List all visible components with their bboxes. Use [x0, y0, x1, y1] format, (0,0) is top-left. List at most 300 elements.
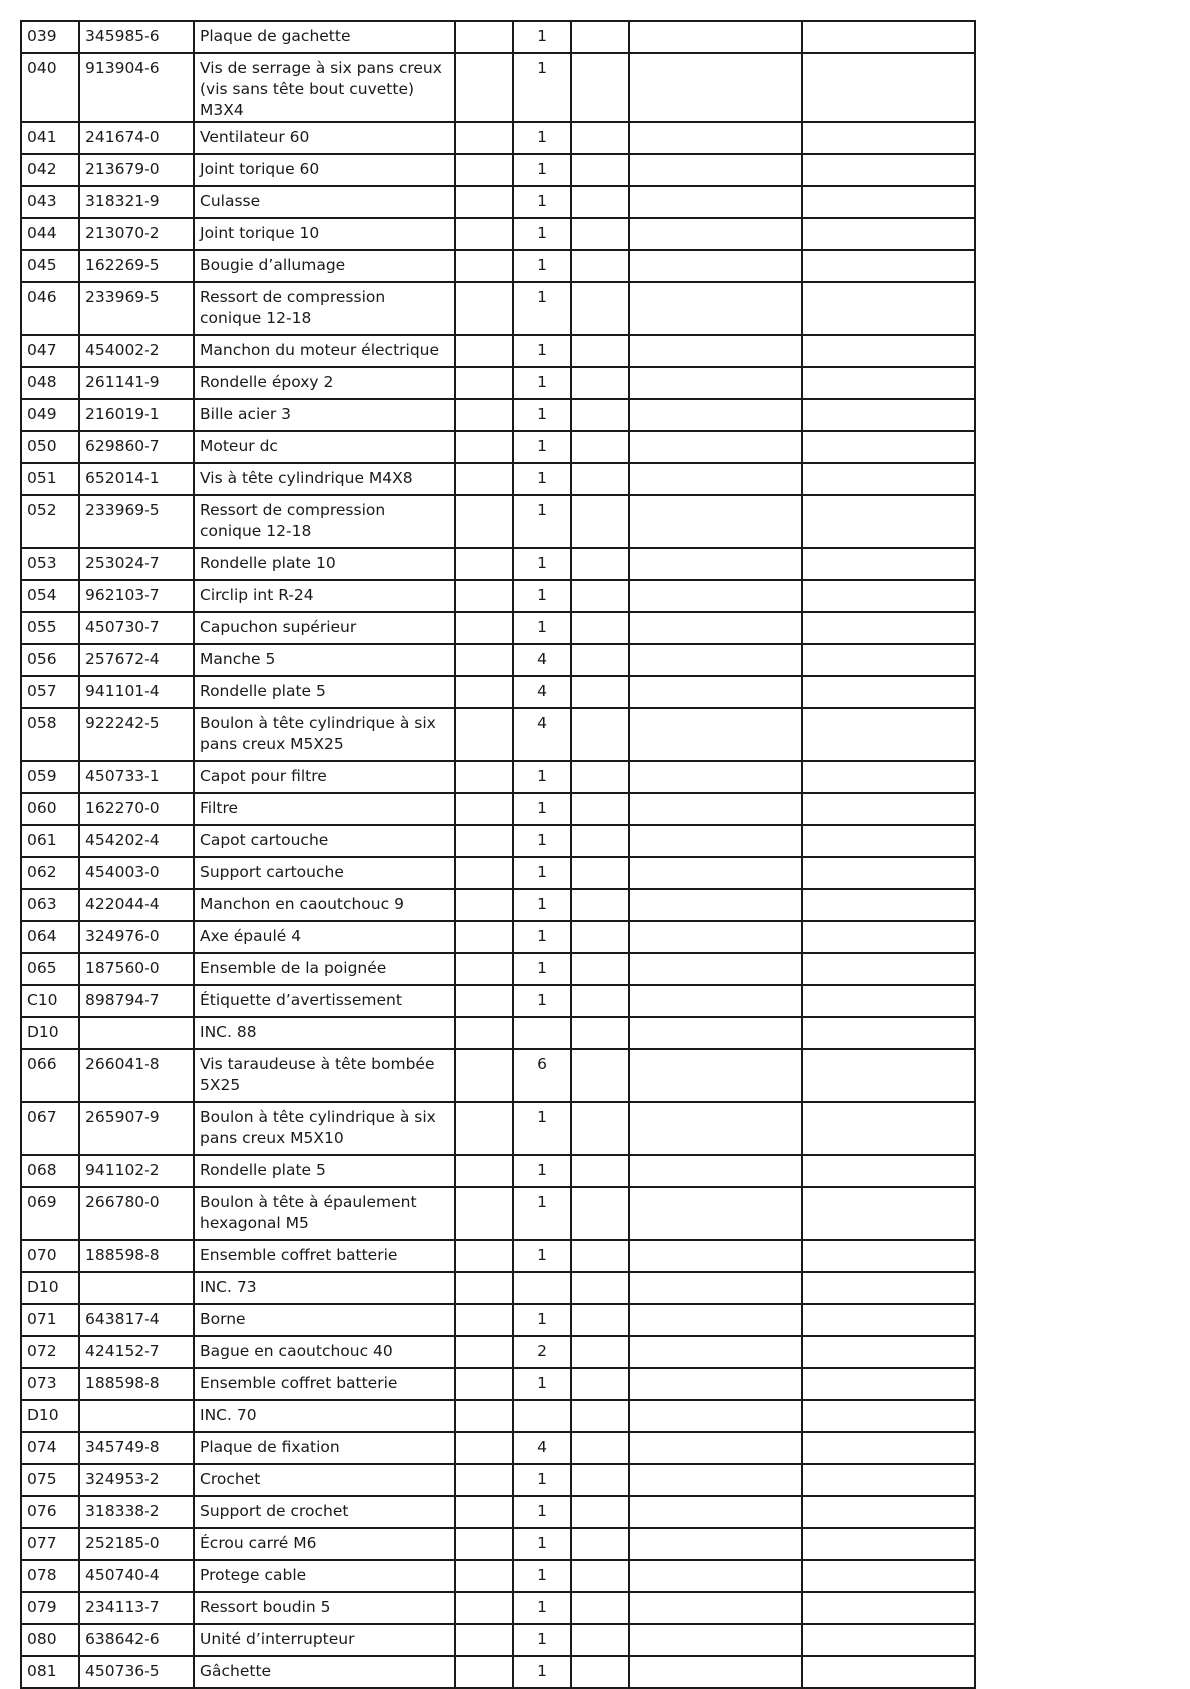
empty-cell	[571, 1102, 629, 1155]
empty-cell	[455, 953, 513, 985]
quantity-cell	[513, 1400, 571, 1432]
item-number-cell: 078	[21, 1560, 79, 1592]
empty-cell	[802, 1464, 975, 1496]
empty-cell	[629, 1400, 802, 1432]
empty-cell	[455, 1240, 513, 1272]
part-number-cell: 162269-5	[79, 250, 194, 282]
part-number-cell: 941102-2	[79, 1155, 194, 1187]
table-row	[21, 431, 975, 463]
empty-cell	[802, 53, 975, 122]
item-number-cell: 051	[21, 463, 79, 495]
empty-cell	[629, 708, 802, 761]
empty-cell	[571, 548, 629, 580]
empty-cell	[802, 1592, 975, 1624]
empty-cell	[571, 612, 629, 644]
empty-cell	[571, 1528, 629, 1560]
item-number-cell: 070	[21, 1240, 79, 1272]
empty-cell	[802, 1624, 975, 1656]
description-cell: Ventilateur 60	[194, 122, 455, 154]
empty-cell	[629, 921, 802, 953]
empty-cell	[455, 1464, 513, 1496]
item-number-cell: 079	[21, 1592, 79, 1624]
empty-cell	[802, 1560, 975, 1592]
table-row	[21, 708, 975, 761]
table-row	[21, 282, 975, 335]
empty-cell	[455, 1432, 513, 1464]
empty-cell	[571, 53, 629, 122]
table-row	[21, 612, 975, 644]
empty-cell	[629, 580, 802, 612]
empty-cell	[629, 644, 802, 676]
empty-cell	[571, 1304, 629, 1336]
table-row	[21, 1102, 975, 1155]
part-number-cell: 450736-5	[79, 1656, 194, 1688]
empty-cell	[802, 495, 975, 548]
part-number-cell: 643817-4	[79, 1304, 194, 1336]
description-cell: Support de crochet	[194, 1496, 455, 1528]
part-number-cell	[79, 1400, 194, 1432]
empty-cell	[629, 889, 802, 921]
table-row	[21, 1432, 975, 1464]
empty-cell	[802, 399, 975, 431]
quantity-cell: 1	[513, 825, 571, 857]
empty-cell	[802, 1528, 975, 1560]
quantity-cell: 1	[513, 889, 571, 921]
quantity-cell: 1	[513, 367, 571, 399]
empty-cell	[455, 367, 513, 399]
table-row	[21, 1464, 975, 1496]
empty-cell	[571, 399, 629, 431]
empty-cell	[571, 676, 629, 708]
empty-cell	[629, 1187, 802, 1240]
part-number-cell: 454202-4	[79, 825, 194, 857]
table-row	[21, 1560, 975, 1592]
empty-cell	[629, 154, 802, 186]
empty-cell	[629, 431, 802, 463]
table-row	[21, 889, 975, 921]
item-number-cell: 056	[21, 644, 79, 676]
empty-cell	[455, 495, 513, 548]
part-number-cell: 450740-4	[79, 1560, 194, 1592]
table-row	[21, 122, 975, 154]
item-number-cell: 039	[21, 21, 79, 53]
empty-cell	[455, 857, 513, 889]
empty-cell	[802, 1336, 975, 1368]
quantity-cell: 1	[513, 154, 571, 186]
item-number-cell: 062	[21, 857, 79, 889]
empty-cell	[802, 1496, 975, 1528]
empty-cell	[571, 1368, 629, 1400]
item-number-cell: D10	[21, 1017, 79, 1049]
empty-cell	[571, 282, 629, 335]
part-number-cell: 213679-0	[79, 154, 194, 186]
table-row	[21, 1304, 975, 1336]
empty-cell	[802, 250, 975, 282]
empty-cell	[455, 1187, 513, 1240]
empty-cell	[571, 154, 629, 186]
empty-cell	[802, 1432, 975, 1464]
item-number-cell: 076	[21, 1496, 79, 1528]
description-cell: Manchon du moteur électrique	[194, 335, 455, 367]
table-row	[21, 1155, 975, 1187]
empty-cell	[629, 1624, 802, 1656]
part-number-cell: 187560-0	[79, 953, 194, 985]
empty-cell	[571, 367, 629, 399]
quantity-cell: 1	[513, 399, 571, 431]
empty-cell	[802, 676, 975, 708]
empty-cell	[571, 1400, 629, 1432]
empty-cell	[629, 953, 802, 985]
quantity-cell: 1	[513, 495, 571, 548]
empty-cell	[802, 1017, 975, 1049]
item-number-cell: 071	[21, 1304, 79, 1336]
quantity-cell: 1	[513, 1528, 571, 1560]
item-number-cell: 043	[21, 186, 79, 218]
part-number-cell: 324976-0	[79, 921, 194, 953]
empty-cell	[802, 1272, 975, 1304]
description-cell: Capuchon supérieur	[194, 612, 455, 644]
quantity-cell: 1	[513, 1592, 571, 1624]
empty-cell	[802, 1304, 975, 1336]
empty-cell	[455, 53, 513, 122]
empty-cell	[571, 580, 629, 612]
quantity-cell: 1	[513, 463, 571, 495]
item-number-cell: D10	[21, 1400, 79, 1432]
empty-cell	[629, 122, 802, 154]
part-number-cell: 257672-4	[79, 644, 194, 676]
empty-cell	[629, 1240, 802, 1272]
empty-cell	[802, 953, 975, 985]
description-cell: INC. 73	[194, 1272, 455, 1304]
item-number-cell: 065	[21, 953, 79, 985]
table-row	[21, 1336, 975, 1368]
description-cell: Bougie d’allumage	[194, 250, 455, 282]
empty-cell	[629, 1304, 802, 1336]
description-cell: Moteur dc	[194, 431, 455, 463]
empty-cell	[455, 1272, 513, 1304]
empty-cell	[455, 1017, 513, 1049]
item-number-cell: 053	[21, 548, 79, 580]
description-cell: Bille acier 3	[194, 399, 455, 431]
description-cell: Protege cable	[194, 1560, 455, 1592]
empty-cell	[571, 1624, 629, 1656]
empty-cell	[455, 186, 513, 218]
empty-cell	[571, 1272, 629, 1304]
empty-cell	[629, 463, 802, 495]
empty-cell	[629, 186, 802, 218]
empty-cell	[571, 889, 629, 921]
empty-cell	[802, 921, 975, 953]
description-cell: Culasse	[194, 186, 455, 218]
part-number-cell: 941101-4	[79, 676, 194, 708]
table-row	[21, 218, 975, 250]
empty-cell	[571, 708, 629, 761]
empty-cell	[455, 1049, 513, 1102]
empty-cell	[571, 431, 629, 463]
table-row	[21, 1528, 975, 1560]
empty-cell	[629, 825, 802, 857]
part-number-cell: 252185-0	[79, 1528, 194, 1560]
description-cell: Ensemble de la poignée	[194, 953, 455, 985]
part-number-cell: 253024-7	[79, 548, 194, 580]
item-number-cell: 060	[21, 793, 79, 825]
part-number-cell	[79, 1017, 194, 1049]
empty-cell	[571, 1017, 629, 1049]
quantity-cell	[513, 1017, 571, 1049]
table-row	[21, 21, 975, 53]
empty-cell	[571, 1560, 629, 1592]
part-number-cell: 454003-0	[79, 857, 194, 889]
empty-cell	[629, 1432, 802, 1464]
item-number-cell: 061	[21, 825, 79, 857]
part-number-cell: 450730-7	[79, 612, 194, 644]
table-row	[21, 1240, 975, 1272]
empty-cell	[802, 580, 975, 612]
empty-cell	[629, 1049, 802, 1102]
item-number-cell: 072	[21, 1336, 79, 1368]
item-number-cell: 041	[21, 122, 79, 154]
quantity-cell: 1	[513, 580, 571, 612]
quantity-cell: 1	[513, 1368, 571, 1400]
part-number-cell: 638642-6	[79, 1624, 194, 1656]
empty-cell	[629, 1017, 802, 1049]
quantity-cell: 1	[513, 431, 571, 463]
empty-cell	[455, 335, 513, 367]
empty-cell	[455, 1496, 513, 1528]
empty-cell	[571, 218, 629, 250]
empty-cell	[802, 708, 975, 761]
description-cell: Bague en caoutchouc 40	[194, 1336, 455, 1368]
part-number-cell: 345985-6	[79, 21, 194, 53]
part-number-cell: 324953-2	[79, 1464, 194, 1496]
empty-cell	[571, 1155, 629, 1187]
item-number-cell: 069	[21, 1187, 79, 1240]
table-row	[21, 1400, 975, 1432]
empty-cell	[571, 644, 629, 676]
item-number-cell: 054	[21, 580, 79, 612]
part-number-cell: 233969-5	[79, 282, 194, 335]
empty-cell	[802, 793, 975, 825]
item-number-cell: 064	[21, 921, 79, 953]
empty-cell	[455, 825, 513, 857]
empty-cell	[455, 1592, 513, 1624]
empty-cell	[802, 335, 975, 367]
quantity-cell: 1	[513, 857, 571, 889]
quantity-cell: 1	[513, 1560, 571, 1592]
quantity-cell: 1	[513, 1464, 571, 1496]
item-number-cell: 080	[21, 1624, 79, 1656]
empty-cell	[571, 1656, 629, 1688]
part-number-cell: 265907-9	[79, 1102, 194, 1155]
table-row	[21, 580, 975, 612]
description-cell: INC. 88	[194, 1017, 455, 1049]
empty-cell	[455, 1560, 513, 1592]
description-cell: Rondelle époxy 2	[194, 367, 455, 399]
empty-cell	[629, 367, 802, 399]
item-number-cell: 050	[21, 431, 79, 463]
item-number-cell: 055	[21, 612, 79, 644]
quantity-cell: 6	[513, 1049, 571, 1102]
empty-cell	[629, 612, 802, 644]
empty-cell	[571, 250, 629, 282]
quantity-cell: 1	[513, 250, 571, 282]
empty-cell	[455, 793, 513, 825]
empty-cell	[571, 1240, 629, 1272]
empty-cell	[802, 431, 975, 463]
description-cell: Ensemble coffret batterie	[194, 1368, 455, 1400]
empty-cell	[455, 1102, 513, 1155]
item-number-cell: 047	[21, 335, 79, 367]
item-number-cell: 042	[21, 154, 79, 186]
description-cell: Capot pour filtre	[194, 761, 455, 793]
description-cell: Rondelle plate 5	[194, 676, 455, 708]
empty-cell	[571, 122, 629, 154]
empty-cell	[455, 708, 513, 761]
item-number-cell: 063	[21, 889, 79, 921]
empty-cell	[455, 1368, 513, 1400]
item-number-cell: 075	[21, 1464, 79, 1496]
description-cell: Plaque de fixation	[194, 1432, 455, 1464]
quantity-cell: 1	[513, 335, 571, 367]
empty-cell	[455, 1304, 513, 1336]
empty-cell	[455, 1400, 513, 1432]
part-number-cell: 913904-6	[79, 53, 194, 122]
table-row	[21, 1624, 975, 1656]
description-cell: Gâchette	[194, 1656, 455, 1688]
table-row	[21, 644, 975, 676]
empty-cell	[455, 463, 513, 495]
empty-cell	[571, 793, 629, 825]
empty-cell	[802, 122, 975, 154]
description-cell: Ressort de compression conique 12-18	[194, 495, 455, 548]
item-number-cell: 077	[21, 1528, 79, 1560]
empty-cell	[802, 218, 975, 250]
empty-cell	[629, 495, 802, 548]
empty-cell	[455, 21, 513, 53]
empty-cell	[802, 825, 975, 857]
table-row	[21, 1187, 975, 1240]
empty-cell	[571, 1187, 629, 1240]
empty-cell	[629, 1272, 802, 1304]
empty-cell	[571, 1464, 629, 1496]
item-number-cell: 059	[21, 761, 79, 793]
quantity-cell: 4	[513, 676, 571, 708]
empty-cell	[802, 1155, 975, 1187]
part-number-cell: 454002-2	[79, 335, 194, 367]
empty-cell	[802, 1656, 975, 1688]
empty-cell	[571, 921, 629, 953]
part-number-cell: 898794-7	[79, 985, 194, 1017]
empty-cell	[802, 463, 975, 495]
empty-cell	[802, 889, 975, 921]
quantity-cell: 1	[513, 953, 571, 985]
quantity-cell: 1	[513, 1624, 571, 1656]
table-row	[21, 335, 975, 367]
quantity-cell: 2	[513, 1336, 571, 1368]
empty-cell	[455, 154, 513, 186]
table-row	[21, 1368, 975, 1400]
empty-cell	[455, 282, 513, 335]
empty-cell	[629, 676, 802, 708]
table-row	[21, 495, 975, 548]
empty-cell	[802, 1400, 975, 1432]
part-number-cell: 652014-1	[79, 463, 194, 495]
empty-cell	[455, 1155, 513, 1187]
empty-cell	[802, 282, 975, 335]
part-number-cell: 345749-8	[79, 1432, 194, 1464]
quantity-cell: 4	[513, 1432, 571, 1464]
table-row	[21, 793, 975, 825]
description-cell: Ensemble coffret batterie	[194, 1240, 455, 1272]
empty-cell	[571, 495, 629, 548]
quantity-cell: 1	[513, 218, 571, 250]
empty-cell	[629, 1464, 802, 1496]
table-row	[21, 154, 975, 186]
item-number-cell: 044	[21, 218, 79, 250]
table-row	[21, 399, 975, 431]
empty-cell	[455, 612, 513, 644]
description-cell: Vis de serrage à six pans creux (vis sans tête bout cuvette) M3X4	[194, 53, 455, 122]
item-number-cell: C10	[21, 985, 79, 1017]
empty-cell	[802, 1102, 975, 1155]
description-cell: Support cartouche	[194, 857, 455, 889]
empty-cell	[571, 21, 629, 53]
empty-cell	[629, 985, 802, 1017]
empty-cell	[455, 889, 513, 921]
quantity-cell: 1	[513, 985, 571, 1017]
empty-cell	[455, 1656, 513, 1688]
description-cell: Filtre	[194, 793, 455, 825]
part-number-cell	[79, 1272, 194, 1304]
empty-cell	[629, 1656, 802, 1688]
description-cell: Écrou carré M6	[194, 1528, 455, 1560]
empty-cell	[802, 367, 975, 399]
table-row	[21, 1496, 975, 1528]
quantity-cell: 1	[513, 1187, 571, 1240]
empty-cell	[629, 1592, 802, 1624]
quantity-cell: 1	[513, 548, 571, 580]
description-cell: Manchon en caoutchouc 9	[194, 889, 455, 921]
description-cell: Plaque de gachette	[194, 21, 455, 53]
part-number-cell: 216019-1	[79, 399, 194, 431]
part-number-cell: 629860-7	[79, 431, 194, 463]
empty-cell	[455, 1624, 513, 1656]
description-cell: Manche 5	[194, 644, 455, 676]
empty-cell	[802, 644, 975, 676]
description-cell: Boulon à tête cylindrique à six pans creux M5X25	[194, 708, 455, 761]
table-row	[21, 921, 975, 953]
description-cell: Joint torique 10	[194, 218, 455, 250]
description-cell: Borne	[194, 1304, 455, 1336]
empty-cell	[455, 985, 513, 1017]
empty-cell	[571, 761, 629, 793]
table-row	[21, 676, 975, 708]
parts-table-body	[21, 21, 975, 1688]
empty-cell	[455, 431, 513, 463]
quantity-cell: 1	[513, 1304, 571, 1336]
empty-cell	[571, 985, 629, 1017]
quantity-cell	[513, 1272, 571, 1304]
empty-cell	[455, 218, 513, 250]
empty-cell	[571, 1432, 629, 1464]
item-number-cell: 081	[21, 1656, 79, 1688]
empty-cell	[802, 1049, 975, 1102]
empty-cell	[629, 250, 802, 282]
table-row	[21, 367, 975, 399]
quantity-cell: 1	[513, 53, 571, 122]
empty-cell	[455, 122, 513, 154]
description-cell: Boulon à tête à épaulement hexagonal M5	[194, 1187, 455, 1240]
